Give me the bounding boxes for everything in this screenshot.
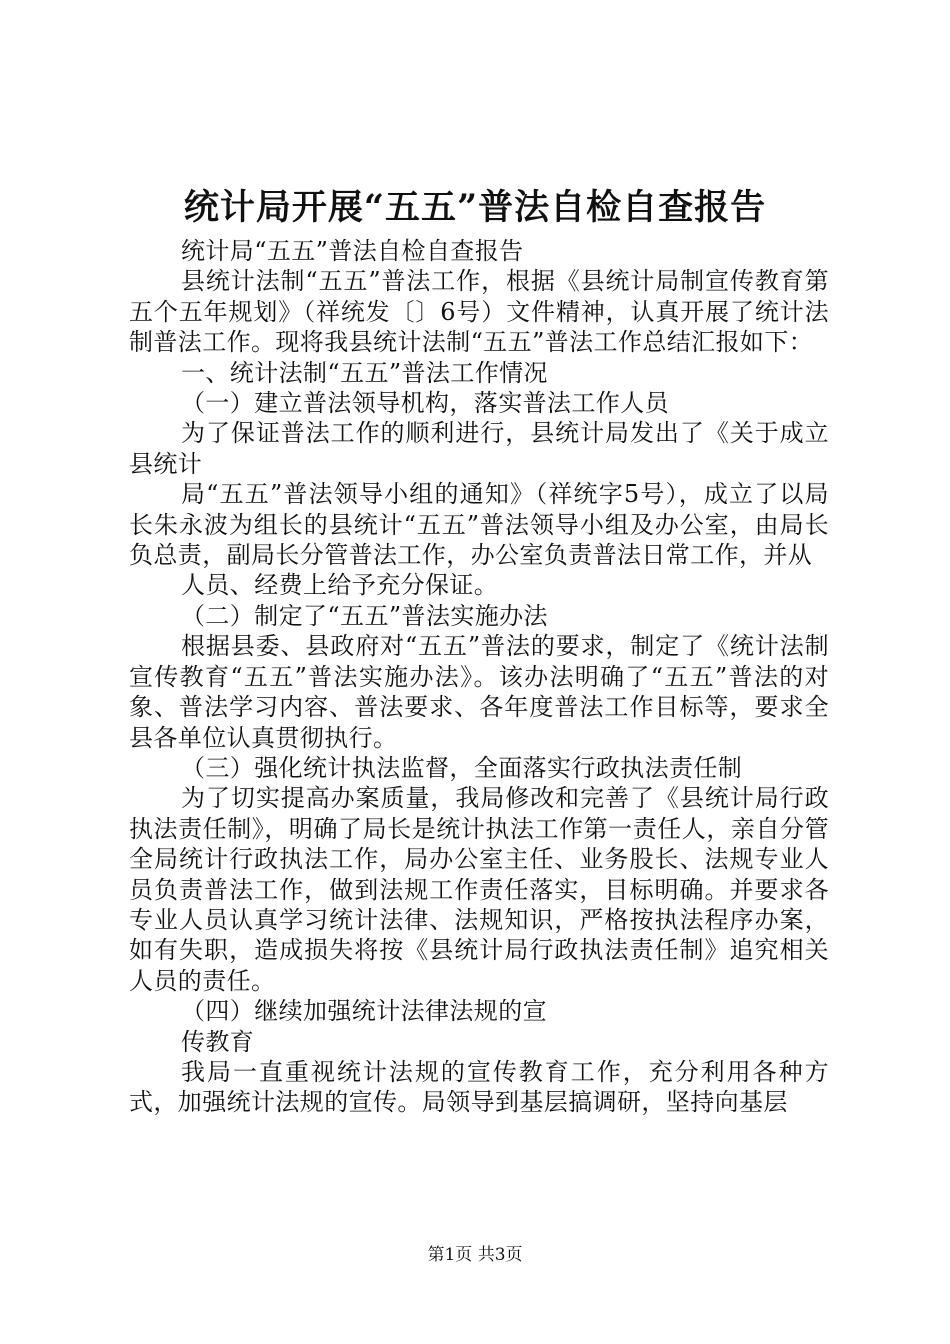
subsection-heading: （一）建立普法领导机构，落实普法工作人员: [181, 389, 669, 418]
page-indicator: 第1页 共3页: [427, 1245, 523, 1265]
paragraph: 根据县委、县政府对“五五”普法的要求，制定了《统计法制宣传教育“五五”普法实施办法》。该办法明确了“五五”普法的对象、普法学习内容、普法要求、各年度普法工作目标等，要求全县各单位认真贯彻执行。: [129, 632, 829, 752]
paragraph: 人员、经费上给予充分保证。: [181, 571, 499, 600]
subsection-heading: （二）制定了“五五”普法实施办法: [181, 601, 548, 630]
document-title: 统计局开展“五五”普法自检自查报告: [183, 187, 767, 228]
paragraph: 为了保证普法工作的顺利进行，县统计局发出了《关于成立县统计: [129, 419, 829, 478]
subsection-heading: （三）强化统计执法监督，全面落实行政执法责任制: [181, 753, 743, 782]
paragraph: 为了切实提高办案质量，我局修改和完善了《县统计局行政执法责任制》，明确了局长是统计执法工作第一责任人，亲自分管全局统计行政执法工作，局办公室主任、业务股长、法规专业人员负责普法工作，做到法规工作责任落实，目标明确。并要求各专业人员认真学习统计法律、法规知识，严格按执法程序办案，如有失职，造成损失将按《县统计局行政执法责任制》追究相关人员的责任。: [129, 784, 829, 995]
document-body: [129, 236, 829, 1118]
paragraph: 局“五五”普法领导小组的通知》（祥统字5号），成立了以局长朱永波为组长的县统计“五五”普法领导小组及办公室，由局长负总责，副局长分管普法工作，办公室负责普法日常工作，并从: [129, 480, 829, 570]
section-heading: 一、统计法制“五五”普法工作情况: [181, 358, 548, 387]
paragraph: 我局一直重视统计法规的宣传教育工作，充分利用各种方式，加强统计法规的宣传。局领导到基层搞调研，坚持向基层: [129, 1057, 829, 1117]
paragraph-subtitle: 统计局“五五”普法自检自查报告: [181, 237, 524, 265]
subsection-heading: （四）继续加强统计法律法规的宣: [181, 997, 547, 1026]
paragraph: 传教育: [181, 1027, 255, 1056]
paragraph: 县统计法制“五五”普法工作，根据《县统计局制宣传教育第五个五年规划》（祥统发〔〕6号）文件精神，认真开展了统计法制普法工作。现将我县统计法制“五五”普法工作总结汇报如下：: [129, 267, 829, 357]
